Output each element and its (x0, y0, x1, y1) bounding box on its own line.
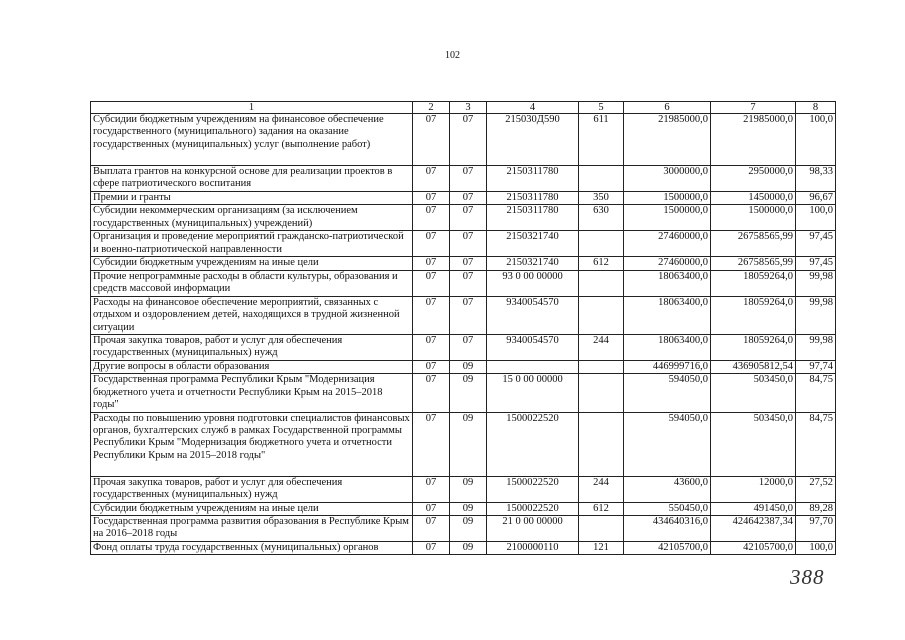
row-expense-type-cell: 244 (579, 476, 624, 502)
row-expense-type-cell (579, 166, 624, 192)
row-subsection-cell: 07 (450, 166, 487, 192)
row-section-cell: 07 (413, 476, 450, 502)
row-planned-cell: 446999716,0 (624, 361, 711, 374)
row-target-article-cell: 2100000110 (487, 542, 579, 555)
row-name-cell: Выплата грантов на конкурсной основе для реализации проектов в сфере патриотического воспитания (91, 166, 413, 192)
row-subsection-cell: 07 (450, 205, 487, 231)
row-subsection-cell: 07 (450, 335, 487, 361)
row-section-cell: 07 (413, 296, 450, 334)
row-planned-cell: 594050,0 (624, 374, 711, 412)
row-planned-cell: 1500000,0 (624, 192, 711, 205)
row-section-cell: 07 (413, 166, 450, 192)
header-col-2: 2 (413, 102, 450, 114)
row-name-cell: Субсидии бюджетным учреждениям на финансовое обеспечение государственного (муниципального) задания на оказание государственных (муниципальных) услуг (выполнение работ) (91, 114, 413, 166)
row-expense-type-cell: 121 (579, 542, 624, 555)
row-executed-cell: 26758565,99 (711, 231, 796, 257)
row-executed-cell: 436905812,54 (711, 361, 796, 374)
table-row (91, 296, 836, 334)
table-row (91, 205, 836, 231)
row-expense-type-cell: 244 (579, 335, 624, 361)
table-row (91, 502, 836, 515)
row-percent-cell: 99,98 (796, 270, 836, 296)
row-planned-cell: 42105700,0 (624, 542, 711, 555)
row-section-cell: 07 (413, 412, 450, 476)
row-subsection-cell: 07 (450, 270, 487, 296)
row-name-cell: Расходы на финансовое обеспечение мероприятий, связанных с отдыхом и оздоровлением детей, находящихся в трудной жизненной ситуации (91, 296, 413, 334)
row-planned-cell: 18063400,0 (624, 270, 711, 296)
row-executed-cell: 18059264,0 (711, 270, 796, 296)
row-name-cell: Государственная программа Республики Крым "Модернизация бюджетного учета и отчетности Республики Крым на 2015–2018 годы" (91, 374, 413, 412)
table-row (91, 335, 836, 361)
table-row (91, 270, 836, 296)
row-executed-cell: 18059264,0 (711, 296, 796, 334)
row-expense-type-cell (579, 374, 624, 412)
table-row (91, 374, 836, 412)
row-percent-cell: 89,28 (796, 502, 836, 515)
row-percent-cell: 99,98 (796, 335, 836, 361)
row-executed-cell: 21985000,0 (711, 114, 796, 166)
row-executed-cell: 491450,0 (711, 502, 796, 515)
row-planned-cell: 27460000,0 (624, 231, 711, 257)
row-percent-cell: 99,98 (796, 296, 836, 334)
row-section-cell: 07 (413, 231, 450, 257)
row-section-cell: 07 (413, 192, 450, 205)
handwritten-page-mark: 388 (790, 565, 825, 589)
row-target-article-cell: 1500022520 (487, 502, 579, 515)
row-expense-type-cell: 612 (579, 502, 624, 515)
row-expense-type-cell (579, 516, 624, 542)
row-section-cell: 07 (413, 542, 450, 555)
header-col-3: 3 (450, 102, 487, 114)
header-col-7: 7 (711, 102, 796, 114)
row-planned-cell: 1500000,0 (624, 205, 711, 231)
row-planned-cell: 550450,0 (624, 502, 711, 515)
row-percent-cell: 100,0 (796, 542, 836, 555)
row-section-cell: 07 (413, 270, 450, 296)
row-planned-cell: 18063400,0 (624, 296, 711, 334)
row-target-article-cell: 2150311780 (487, 205, 579, 231)
row-expense-type-cell: 350 (579, 192, 624, 205)
row-planned-cell: 18063400,0 (624, 335, 711, 361)
row-name-cell: Другие вопросы в области образования (91, 361, 413, 374)
header-col-5: 5 (579, 102, 624, 114)
row-expense-type-cell (579, 361, 624, 374)
row-percent-cell: 97,74 (796, 361, 836, 374)
row-target-article-cell: 2150311780 (487, 166, 579, 192)
table-row (91, 257, 836, 270)
table-header-row (91, 102, 836, 114)
row-percent-cell: 97,45 (796, 257, 836, 270)
row-section-cell: 07 (413, 502, 450, 515)
header-col-6: 6 (624, 102, 711, 114)
table-row (91, 412, 836, 476)
row-executed-cell: 2950000,0 (711, 166, 796, 192)
row-name-cell: Премии и гранты (91, 192, 413, 205)
row-target-article-cell: 93 0 00 00000 (487, 270, 579, 296)
row-percent-cell: 84,75 (796, 374, 836, 412)
row-section-cell: 07 (413, 114, 450, 166)
row-executed-cell: 42105700,0 (711, 542, 796, 555)
row-planned-cell: 434640316,0 (624, 516, 711, 542)
row-name-cell: Прочая закупка товаров, работ и услуг для обеспечения государственных (муниципальных) нужд (91, 335, 413, 361)
row-percent-cell: 97,45 (796, 231, 836, 257)
budget-table (90, 101, 836, 555)
row-executed-cell: 503450,0 (711, 374, 796, 412)
row-expense-type-cell: 611 (579, 114, 624, 166)
row-target-article-cell: 15 0 00 00000 (487, 374, 579, 412)
header-col-1: 1 (91, 102, 413, 114)
row-name-cell: Расходы по повышению уровня подготовки специалистов финансовых органов, бухгалтерских служб в рамках Государственной программы Республики Крым "Модернизация бюджетного учета и отчетности Республики Крым на 2015–2018 годы" (91, 412, 413, 476)
row-expense-type-cell (579, 296, 624, 334)
row-target-article-cell (487, 361, 579, 374)
row-name-cell: Субсидии бюджетным учреждениям на иные цели (91, 502, 413, 515)
table-row (91, 476, 836, 502)
row-section-cell: 07 (413, 205, 450, 231)
table-row (91, 516, 836, 542)
row-target-article-cell: 2150321740 (487, 257, 579, 270)
row-subsection-cell: 09 (450, 361, 487, 374)
row-expense-type-cell: 612 (579, 257, 624, 270)
row-target-article-cell: 215030Д590 (487, 114, 579, 166)
row-subsection-cell: 07 (450, 192, 487, 205)
row-subsection-cell: 09 (450, 502, 487, 515)
row-name-cell: Субсидии некоммерческим организациям (за исключением государственных (муниципальных) учреждений) (91, 205, 413, 231)
row-planned-cell: 594050,0 (624, 412, 711, 476)
row-subsection-cell: 09 (450, 374, 487, 412)
row-section-cell: 07 (413, 374, 450, 412)
row-target-article-cell: 2150321740 (487, 231, 579, 257)
row-subsection-cell: 07 (450, 257, 487, 270)
row-executed-cell: 424642387,34 (711, 516, 796, 542)
row-executed-cell: 1500000,0 (711, 205, 796, 231)
row-section-cell: 07 (413, 516, 450, 542)
row-section-cell: 07 (413, 335, 450, 361)
table-row (91, 114, 836, 166)
row-target-article-cell: 1500022520 (487, 476, 579, 502)
row-section-cell: 07 (413, 257, 450, 270)
row-planned-cell: 27460000,0 (624, 257, 711, 270)
row-subsection-cell: 07 (450, 114, 487, 166)
row-planned-cell: 21985000,0 (624, 114, 711, 166)
table-body (91, 114, 836, 555)
row-name-cell: Субсидии бюджетным учреждениям на иные цели (91, 257, 413, 270)
row-target-article-cell: 2150311780 (487, 192, 579, 205)
row-target-article-cell: 1500022520 (487, 412, 579, 476)
row-expense-type-cell (579, 270, 624, 296)
row-name-cell: Государственная программа развития образования в Республике Крым на 2016–2018 годы (91, 516, 413, 542)
row-target-article-cell: 9340054570 (487, 296, 579, 334)
row-planned-cell: 3000000,0 (624, 166, 711, 192)
row-percent-cell: 97,70 (796, 516, 836, 542)
row-expense-type-cell: 630 (579, 205, 624, 231)
row-percent-cell: 27,52 (796, 476, 836, 502)
page-number: 102 (445, 50, 460, 61)
row-executed-cell: 1450000,0 (711, 192, 796, 205)
row-executed-cell: 18059264,0 (711, 335, 796, 361)
row-subsection-cell: 09 (450, 542, 487, 555)
row-name-cell: Прочие непрограммные расходы в области культуры, образования и средств массовой информации (91, 270, 413, 296)
row-name-cell: Фонд оплаты труда государственных (муниципальных) органов (91, 542, 413, 555)
row-percent-cell: 98,33 (796, 166, 836, 192)
table-row (91, 231, 836, 257)
row-target-article-cell: 9340054570 (487, 335, 579, 361)
row-percent-cell: 100,0 (796, 114, 836, 166)
row-name-cell: Прочая закупка товаров, работ и услуг для обеспечения государственных (муниципальных) нужд (91, 476, 413, 502)
row-target-article-cell: 21 0 00 00000 (487, 516, 579, 542)
row-percent-cell: 100,0 (796, 205, 836, 231)
table-row (91, 192, 836, 205)
row-executed-cell: 26758565,99 (711, 257, 796, 270)
row-expense-type-cell (579, 412, 624, 476)
row-subsection-cell: 07 (450, 296, 487, 334)
row-section-cell: 07 (413, 361, 450, 374)
row-executed-cell: 503450,0 (711, 412, 796, 476)
table-row (91, 361, 836, 374)
row-subsection-cell: 09 (450, 516, 487, 542)
row-executed-cell: 12000,0 (711, 476, 796, 502)
row-percent-cell: 84,75 (796, 412, 836, 476)
row-subsection-cell: 07 (450, 231, 487, 257)
row-planned-cell: 43600,0 (624, 476, 711, 502)
header-col-4: 4 (487, 102, 579, 114)
row-percent-cell: 96,67 (796, 192, 836, 205)
table-row (91, 166, 836, 192)
header-col-8: 8 (796, 102, 836, 114)
row-subsection-cell: 09 (450, 412, 487, 476)
row-subsection-cell: 09 (450, 476, 487, 502)
row-name-cell: Организация и проведение мероприятий гражданско-патриотической и военно-патриотической направленности (91, 231, 413, 257)
row-expense-type-cell (579, 231, 624, 257)
table-row (91, 542, 836, 555)
